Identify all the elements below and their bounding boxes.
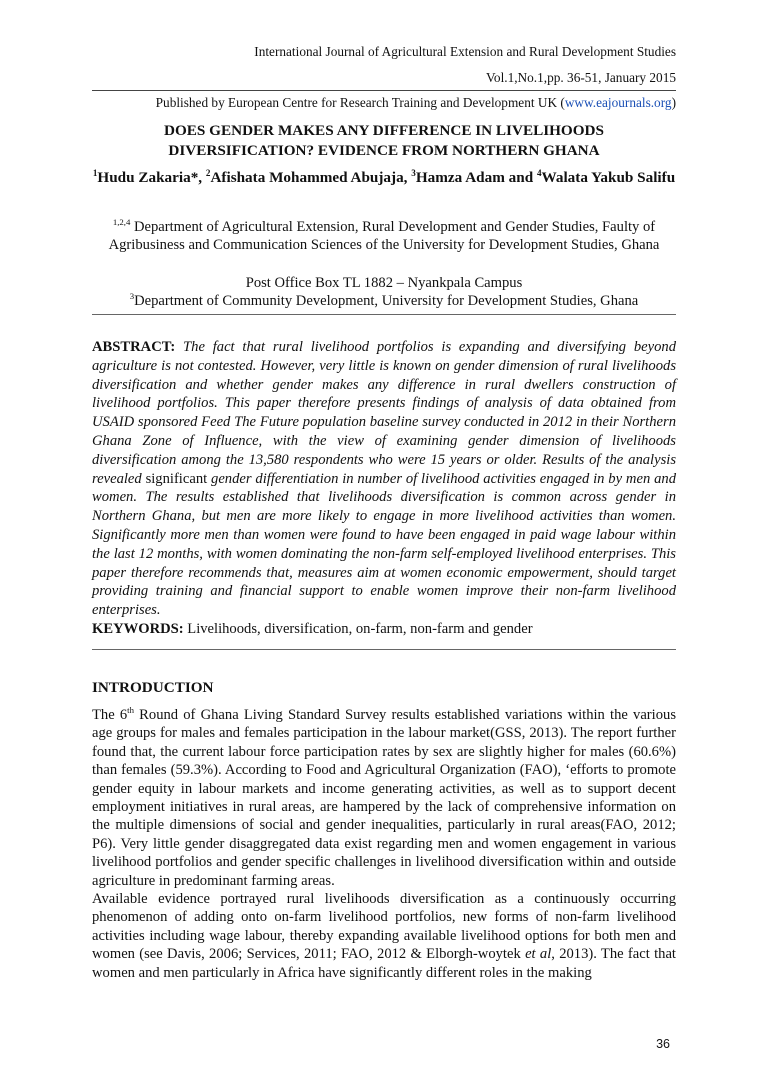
journal-name: International Journal of Agricultural Extension and Rural Development Studies xyxy=(254,44,676,59)
abstract-label: ABSTRACT: xyxy=(92,339,176,355)
publisher-line xyxy=(156,94,676,112)
keywords-bottom-rule xyxy=(92,649,676,650)
author-1: Hudu Zakaria*, xyxy=(97,169,206,186)
title-line-2: DIVERSIFICATION? EVIDENCE FROM NORTHERN GHANA xyxy=(168,142,600,159)
section-heading-introduction: INTRODUCTION xyxy=(92,679,214,696)
publisher-close: ) xyxy=(671,95,676,110)
abstract-top-rule xyxy=(92,314,676,315)
abstract-text-2: gender differentiation in number of livelihood activities engaged in by men and women. The results established that livelihoods diversification is common across gender in Northern Ghana, but men are more likely to engage in more livelihood activities than women. Significantly more men than women were found to have been engaged in paid wage labour within the last 12 months, with women dominating the non-farm self-employed livelihood enterprises. This paper therefore recommends that, measures aim at women economic empowerment, should target providing training and financial support to enable women improve their non-farm livelihood enterprises. xyxy=(92,470,676,619)
abstract-text-1: The fact that rural livelihood portfolios is expanding and diversifying beyond agriculture is not contested. However, very little is known on gender dimension of rural livelihoods diversification and whether gender makes any difference in rural dwellers construction of livelihood portfolios. This paper therefore presents findings of analysis of data obtained from USAID sponsored Feed The Future population baseline survey conducted in 2012 in their Northern Ghana Zone of Influence, with the view of examining gender dimension of livelihoods diversification among the 13,580 respondents who were 15 years or older. Results of the analysis revealed xyxy=(92,339,676,487)
author-3-sup: 3 xyxy=(411,167,416,178)
author-3: Hamza Adam and xyxy=(415,169,537,186)
publisher-text: Published by European Centre for Research Training and Development UK ( xyxy=(155,95,565,110)
keywords-label: KEYWORDS: xyxy=(92,621,184,637)
journal-volume: Vol.1,No.1,pp. 36-51, January 2015 xyxy=(486,70,676,85)
paper-title xyxy=(92,121,676,161)
intro-paragraph-1 xyxy=(92,706,676,890)
header-rule xyxy=(92,90,676,91)
intro-p2-text-b: , 2013). The fact that women and men particularly in Africa have significantly different roles in the making xyxy=(92,946,676,981)
page-number: 36 xyxy=(656,1037,670,1051)
journal-website-link[interactable]: www.eajournals.org xyxy=(564,95,672,110)
keywords xyxy=(92,620,676,639)
abstract xyxy=(92,338,676,620)
author-4: Walata Yakub Salifu xyxy=(541,169,676,186)
author-2: Afishata Mohammed Abujaja, xyxy=(210,169,412,186)
keywords-text: Livelihoods, diversification, on-farm, non-farm and gender xyxy=(183,621,533,637)
intro-p1-text-a: The 6 xyxy=(92,707,128,723)
author-list xyxy=(92,167,676,188)
intro-p2-etal: et al xyxy=(525,946,552,963)
author-1-sup: 1 xyxy=(92,167,98,178)
affiliation-1-sup: 1,2,4 xyxy=(112,217,131,228)
affiliation-address: Post Office Box TL 1882 – Nyankpala Campus xyxy=(245,275,523,291)
affiliation-1-text: Department of Agricultural Extension, Rural Development and Gender Studies, Faulty of Agribusiness and Communication Sciences of the University for Development Studies, Ghana xyxy=(108,219,660,254)
title-line-1: DOES GENDER MAKES ANY DIFFERENCE IN LIVELIHOODS xyxy=(164,122,604,139)
author-4-sup: 4 xyxy=(536,167,542,178)
intro-paragraph-2 xyxy=(92,890,676,982)
intro-p2-text-a: Available evidence portrayed rural livelihoods diversification as a continuously occurring phenomenon of adding onto on-farm livelihood portfolios, new forms of non-farm livelihood activities including wage labour, thereby expanding available livelihood options for both men and women (see Davis, 2006; Services, 2011; FAO, 2012 & Elborgh-woytek xyxy=(92,891,676,963)
affiliation-1 xyxy=(92,218,676,254)
affiliation-2 xyxy=(92,292,676,310)
intro-p1-sup: th xyxy=(127,705,134,716)
intro-p1-text-b: Round of Ghana Living Standard Survey results established variations within the various age groups for males and females participation in the labour market(GSS, 2013). The report further found that, the current labour force participation rates by sex are slightly higher for males (60.6%) than females (59.3%). According to Food and Agricultural Organization (FAO), ‘efforts to promote gender equity in labour markets and income generating activities, as well as to support decent employment initiatives in rural areas, are hampered by the lack of comprehensive information on the multiple dimensions of social and gender inequalities, particularly in rural areas(FAO, 2012; P6). Very little gender disaggregated data exist regarding men and women engagement in various livelihood portfolios and gender specific challenges in livelihood diversification within and outside agriculture in predominant farming areas. xyxy=(92,707,676,889)
author-2-sup: 2 xyxy=(205,167,211,178)
affiliation-2-text: Department of Community Development, University for Development Studies, Ghana xyxy=(134,293,639,309)
affiliation-2-sup: 3 xyxy=(129,291,135,302)
abstract-text-roman: significant xyxy=(145,470,208,487)
